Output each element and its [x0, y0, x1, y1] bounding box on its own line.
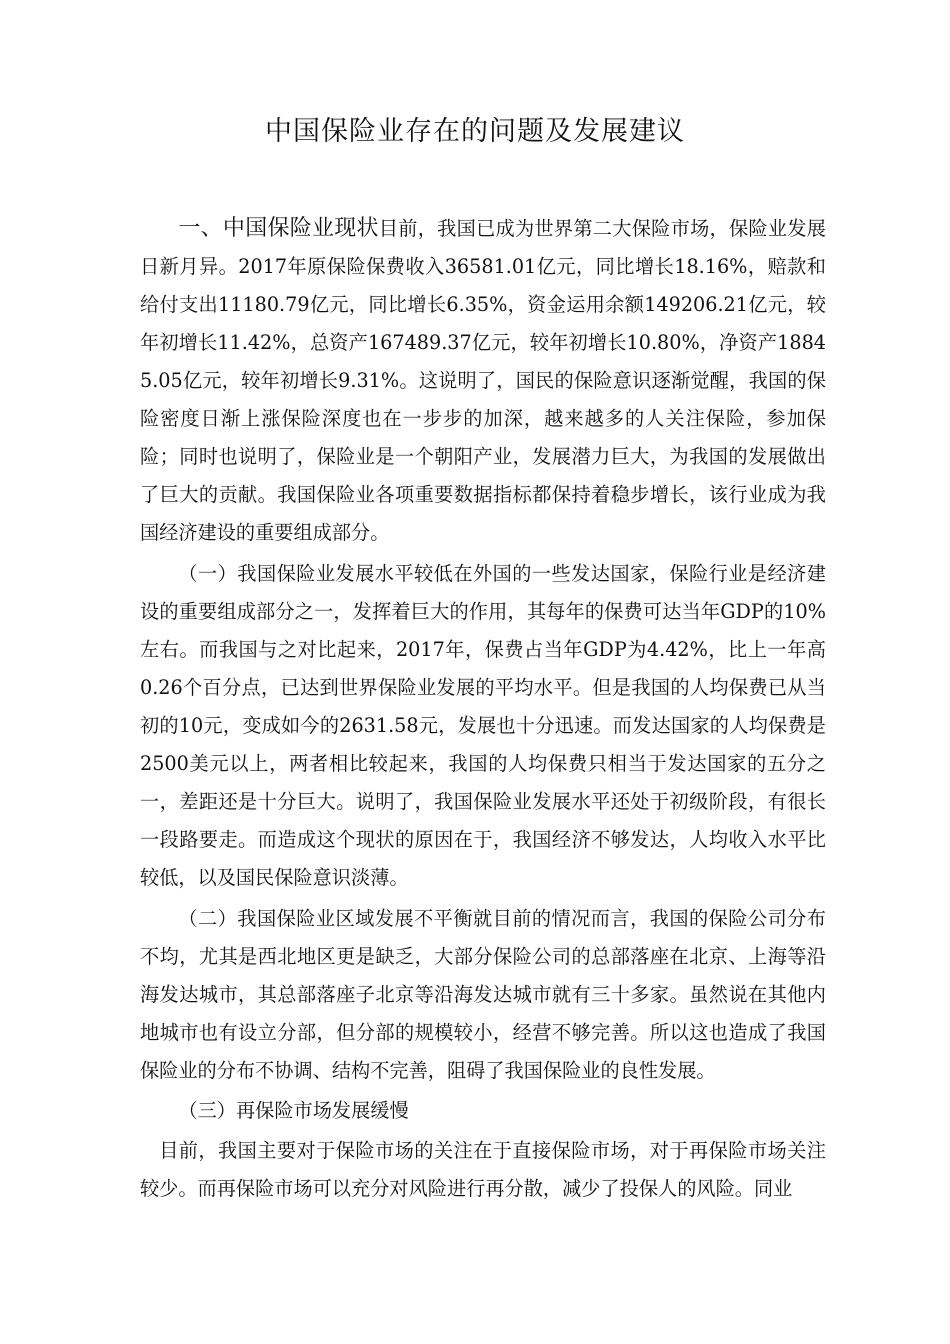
paragraph-reinsurance-market	[140, 1132, 826, 1208]
subheading-reinsurance-market	[140, 1092, 826, 1130]
paragraph-text: （一）我国保险业发展水平较低在外国的一些发达国家，保险行业是经济建设的重要组成部分之一，发挥着巨大的作用，其每年的保费可达当年GDP的10%左右。而我国与之对比起来，2017年，保费占当年GDP为4.42%，比上一年高0.26个百分点，已达到世界保险业发展的平均水平。但是我国的人均保费已从当初的10元，变成如今的2631.58元，发展也十分迅速。而发达国家的人均保费是2500美元以上，两者相比较起来，我国的人均保费只相当于发达国家的五分之一，差距还是十分巨大。说明了，我国保险业发展水平还处于初级阶段，有很长一段路要走。而造成这个现状的原因在于，我国经济不够发达，人均收入水平比较低，以及国民保险意识淡薄。	[140, 562, 826, 889]
paragraph-low-development-level	[140, 555, 826, 897]
paragraph-text: 目前，我国已成为世界第二大保险市场，保险业发展日新月异。2017年原保险保费收入36581.01亿元，同比增长18.16%，赔款和给付支出11180.79亿元，同比增长6.35%，资金运用余额149206.21亿元，较年初增长11.42%，总资产167489.37亿元，较年初增长10.80%，净资产18845.05亿元，较年初增长9.31%。这说明了，国民的保险意识逐渐觉醒，我国的保险密度日渐上涨保险深度也在一步步的加深，越来越多的人关注保险，参加保险；同时也说明了，保险业是一个朝阳产业，发展潜力巨大，为我国的发展做出了巨大的贡献。我国保险业各项重要数据指标都保持着稳步增长，该行业成为我国经济建设的重要组成部分。	[140, 217, 826, 544]
document-title: 中国保险业存在的问题及发展建议	[265, 116, 685, 147]
paragraph-regional-imbalance	[140, 900, 826, 1090]
paragraph-text: 目前，我国主要对于保险市场的关注在于直接保险市场，对于再保险市场关注较少。而再保险市场可以充分对风险进行再分散，减少了投保人的风险。同业	[140, 1139, 826, 1200]
paragraph-current-status	[140, 210, 826, 552]
section-heading-current-status: 一、中国保险业现状	[178, 216, 379, 241]
paragraph-text: （三）再保险市场发展缓慢	[178, 1099, 409, 1122]
document-body	[140, 210, 826, 1208]
paragraph-text: （二）我国保险业区域发展不平衡就目前的情况而言，我国的保险公司分布不均，尤其是西北地区更是缺乏，大部分保险公司的总部落座在北京、上海等沿海发达城市，其总部落座子北京等沿海发达城市就有三十多家。虽然说在其他内地城市也有设立分部，但分部的规模较小，经营不够完善。所以这也造成了我国保险业的分布不协调、结构不完善，阻碍了我国保险业的良性发展。	[140, 907, 826, 1082]
